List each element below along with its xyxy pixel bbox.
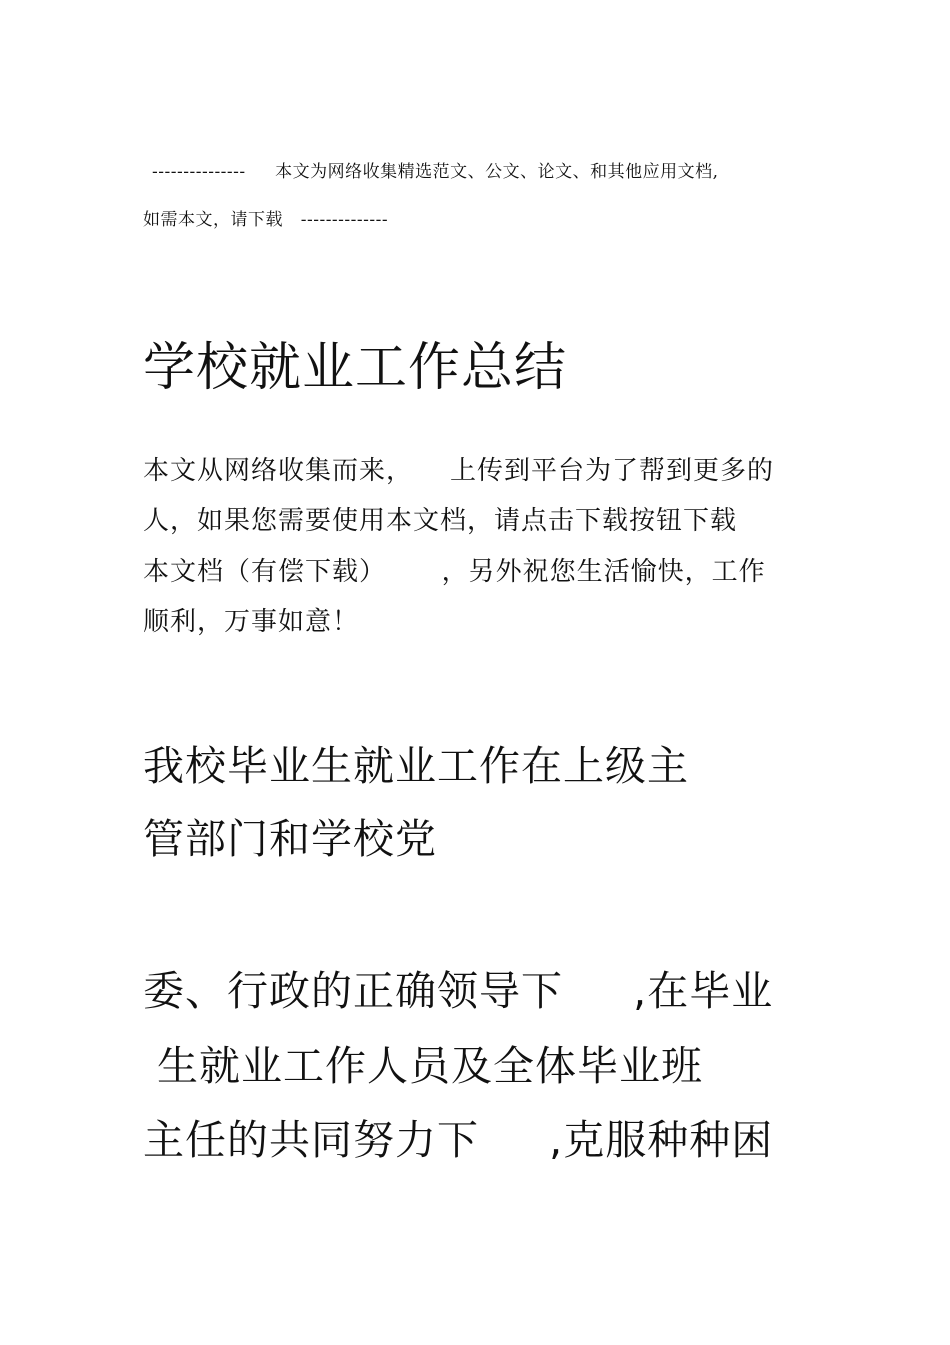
body-line-1: 我校毕业生就业工作在上级主 bbox=[143, 742, 689, 790]
body-line-5: 主任的共同努力下 ,克服种种困 bbox=[143, 1116, 774, 1164]
intro-line-2: 人，如果您需要使用本文档，请点击下载按钮下载 bbox=[143, 506, 738, 536]
download-notice-line-1: --------------- 本文为网络收集精选范文、公文、论文、和其他应用文档, bbox=[152, 162, 719, 182]
intro-line-3: 本文档（有偿下载） ，另外祝您生活愉快，工作 bbox=[143, 557, 766, 587]
download-notice-line-2: 如需本文，请下载 -------------- bbox=[143, 210, 389, 230]
body-line-4: 生就业工作人员及全体毕业班 bbox=[143, 1042, 704, 1090]
body-line-2: 管部门和学校党 bbox=[143, 815, 437, 863]
body-line-3: 委、行政的正确领导下 ,在毕业 bbox=[143, 967, 774, 1015]
document-title: 学校就业工作总结 bbox=[143, 338, 568, 398]
intro-line-1: 本文从网络收集而来， 上传到平台为了帮到更多的 bbox=[143, 456, 775, 486]
intro-line-4: 顺利，万事如意！ bbox=[143, 607, 360, 637]
